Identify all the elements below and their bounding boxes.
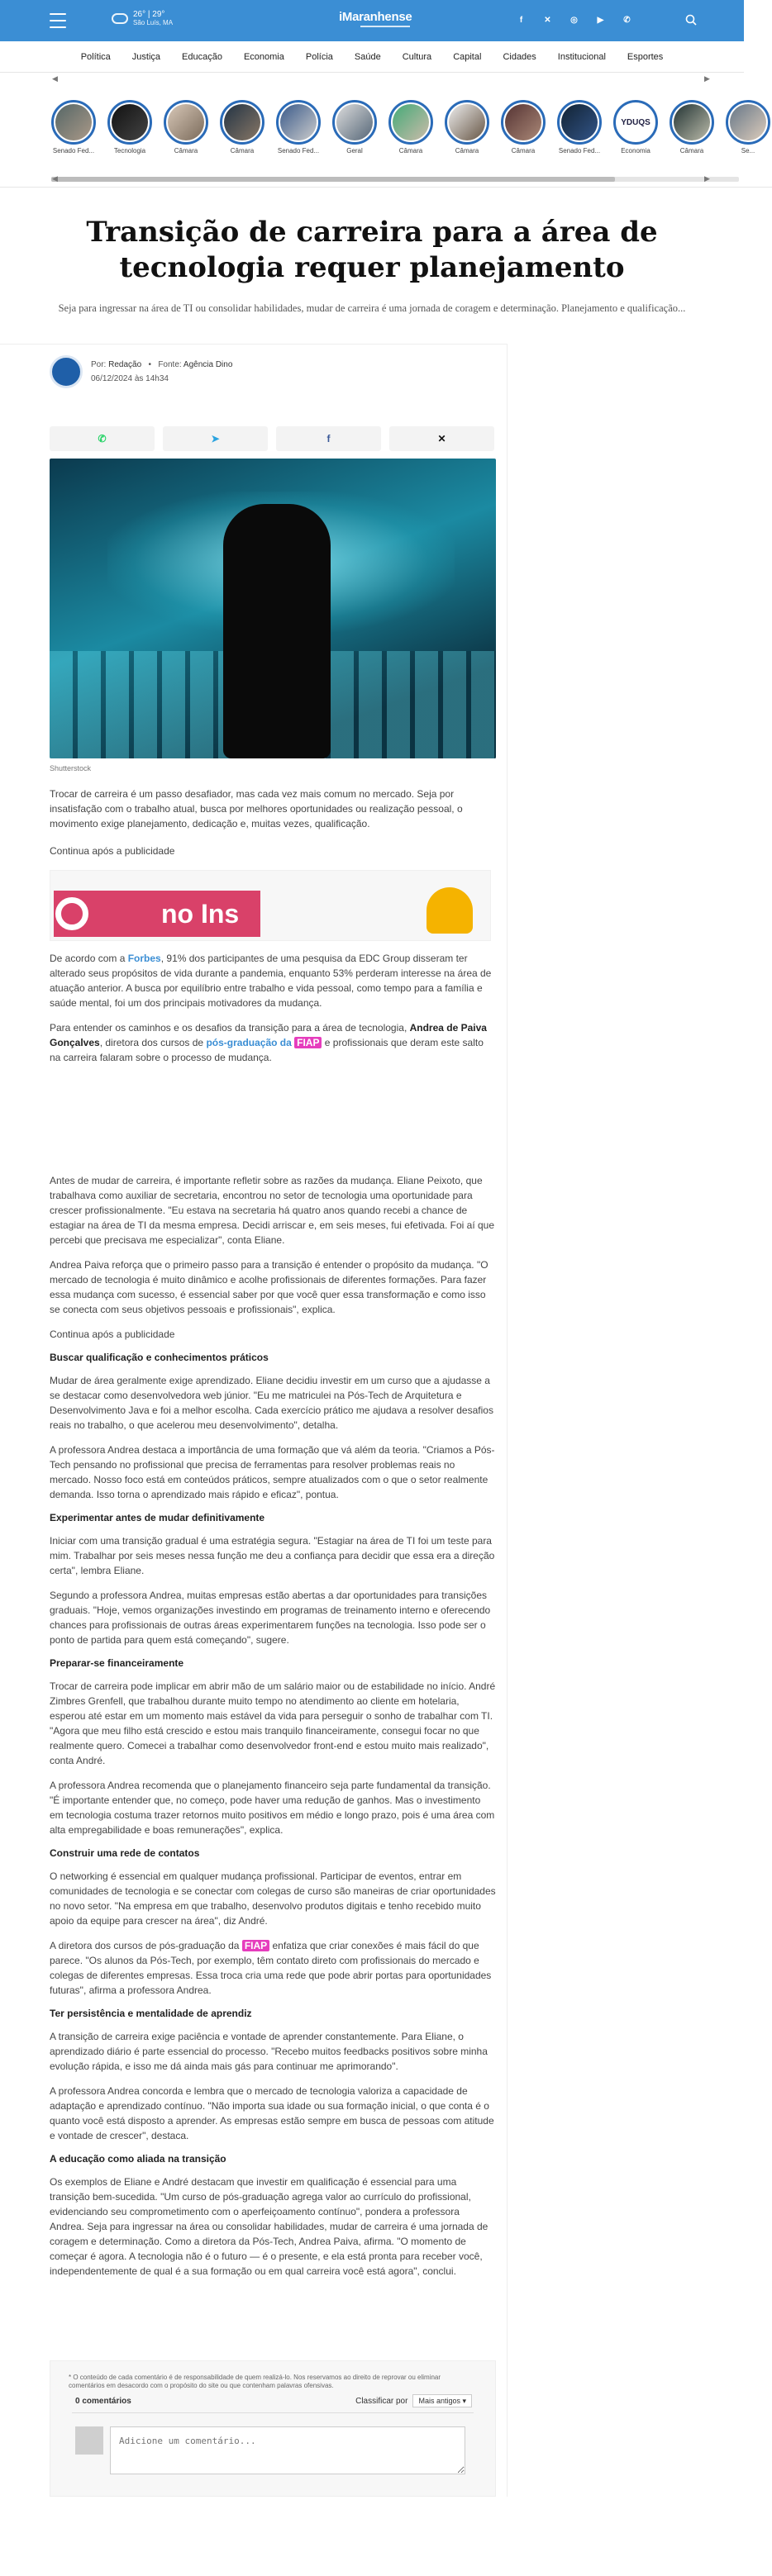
- comments-count: 0 comentários: [75, 2397, 131, 2406]
- fiap-link[interactable]: FIAP: [294, 1037, 322, 1048]
- fiap-link[interactable]: FIAP: [242, 1940, 269, 1951]
- share-bar: [50, 426, 496, 451]
- paragraph: Trocar de carreira é um passo desafiador, mas cada vez mais comum no mercado. Seja por insatisfação com o trabalho atual, busca por melhores oportunidades ou realização pessoal, o movimento exige planejamento, dedicação e, muitas vezes, qualificação.: [50, 788, 463, 829]
- paragraph: A transição de carreira exige paciência e vontade de aprender constantemente. Para Eliane, o aprendizado diário é parte essencial do processo. "Recebo muitos feedbacks positivos sobre minha evolução rápida, e isso me dá ainda mais gás para continuar me aprimorando".: [50, 2031, 488, 2072]
- scroll-left-icon[interactable]: ◀: [52, 174, 58, 183]
- menu-icon[interactable]: [50, 13, 66, 28]
- paragraph: De acordo com a Forbes, 91% dos participantes de uma pesquisa da EDC Group disseram ter alterado seus propósitos de vida durante a pandemia, enquanto 53% perderam interesse na área de atuação anterior. A busca por equilíbrio entre trabalho e vida pessoal, como tempo para a família e saúde mental, foi um dos principais motivadores da mudança.: [50, 953, 492, 1009]
- paragraph: Para entender os caminhos e os desafios da transição para a área de tecnologia, Andrea de Paiva Gonçalves, diretora dos cursos de pós-graduação da FIAP e profissionais que deram este salto na carreira falaram sobre o processo de mudança.: [50, 1022, 487, 1063]
- section-heading: Preparar-se financeiramente: [50, 1657, 184, 1669]
- paragraph: Trocar de carreira pode implicar em abrir mão de um salário maior ou de estabilidade no início. André Zimbres Grenfell, que trabalhou durante muito tempo no atendimento ao cliente em hotelaria, esperou até estar em um momento mais estável da vida para perseguir o sonho de trabalhar com TI. "Agora que meu filho está crescido e estou mais tranquilo financeiramente, consegui focar no que realmente quero. Comecei a trabalhar como desenvolvedor front-end e estou muito mais realizado", conta André.: [50, 1680, 496, 1766]
- bell-icon: [427, 887, 473, 934]
- share-telegram-button[interactable]: [163, 426, 268, 451]
- nav-item-esportes[interactable]: Esportes: [627, 52, 664, 62]
- instagram-icon[interactable]: ◎: [570, 16, 578, 25]
- nav-item-economia[interactable]: Economia: [243, 52, 284, 62]
- nav-item-institucional[interactable]: Institucional: [557, 52, 606, 62]
- paragraph: A professora Andrea concorda e lembra que o mercado de tecnologia valoriza a capacidade de adaptação e aprendizado contínuo. "Não importa sua idade ou sua formação inicial, o que conta é o quanto você está disposto a aprender. As empresas estão sempre em busca de pessoas com atitude e vontade de crescer", destaca.: [50, 2085, 494, 2141]
- sort-select[interactable]: Mais antigos ▾: [412, 2394, 472, 2407]
- comments-section: * O conteúdo de cada comentário é de responsabilidade de quem realizá-lo. Nos reservamos ao direito de reprovar ou eliminar comentários em desacordo com o propósito do site ou que contenham palavras ofensivas. 0 comentários Classificar por Mais antigos ▾ Adicione um comentário...: [50, 2360, 496, 2497]
- nav-item-policia[interactable]: Polícia: [305, 52, 333, 62]
- scroll-left-icon[interactable]: ◀: [52, 74, 58, 83]
- nav-item-cidades[interactable]: Cidades: [503, 52, 536, 62]
- nav-item-politica[interactable]: Política: [80, 52, 111, 62]
- share-whatsapp-button[interactable]: [50, 426, 155, 451]
- comments-notice: * O conteúdo de cada comentário é de responsabilidade de quem realizá-lo. Nos reservamos ao direito de reprovar ou eliminar comentários em desacordo com o propósito do site ou que contenham palavras ofensivas.: [69, 2374, 441, 2389]
- forbes-link[interactable]: Forbes: [127, 953, 161, 964]
- nav-item-saude[interactable]: Saúde: [354, 52, 381, 62]
- author-block: Por: Redação • Fonte: Agência Dino 06/12/2024 às 14h34: [50, 355, 496, 388]
- advertisement[interactable]: no Ins: [50, 870, 491, 941]
- nav-item-educacao[interactable]: Educação: [182, 52, 222, 62]
- paragraph: A diretora dos cursos de pós-graduação da FIAP enfatiza que criar conexões é mais fácil do que parece. "Os alunos da Pós-Tech, por exemplo, têm contato direto com profissionais do mercado e colegas de diferentes empresas. Essa troca cria uma rede que pode abrir portas para oportunidades futuras", afirma a professora Andrea.: [50, 1940, 492, 1996]
- pos-graduacao-link[interactable]: pós-graduação da: [206, 1037, 295, 1048]
- weather-widget: [112, 10, 173, 27]
- facebook-icon[interactable]: f: [519, 16, 523, 25]
- nav-item-cultura[interactable]: Cultura: [402, 52, 432, 62]
- story-item[interactable]: Câmara: [443, 100, 491, 154]
- story-item[interactable]: Câmara: [218, 100, 266, 154]
- scroll-right-icon[interactable]: ▶: [704, 74, 710, 83]
- avatar: [50, 355, 83, 388]
- paragraph: Os exemplos de Eliane e André destacam que investir em qualificação é essencial para uma transição bem-sucedida. "Um curso de pós-graduação agrega valor ao currículo do profissional, evidenciando seu comprometimento com o aperfeiçoamento contínuo", pondera a professora Andrea. Seja para ingressar na área ou consolidar habilidades, mudar de carreira é uma jornada de coragem e determinação. Como a diretora da Pós-Tech, Andrea Paiva, afirma. "O momento de começar é agora. A tecnologia não é o futuro — é o presente, e ela está pronta para receber você, independentemente de qual é a sua formação ou em qual carreira você está agora", conclui.: [50, 2176, 488, 2277]
- article-subtitle: Seja para ingressar na área de TI ou consolidar habilidades, mudar de carreira é uma jornada de coragem e determinação. Planejamento e qualificação...: [58, 302, 686, 314]
- scroll-right-icon[interactable]: ▶: [704, 174, 710, 183]
- article-image-block: [50, 459, 496, 772]
- comment-input[interactable]: [110, 2426, 465, 2474]
- whatsapp-icon: ✆: [98, 433, 107, 444]
- image-credit: Shutterstock: [50, 764, 92, 772]
- stories-scrollbar[interactable]: [51, 177, 739, 182]
- x-icon[interactable]: ✕: [544, 16, 551, 25]
- site-logo[interactable]: iMaranhense: [339, 10, 412, 27]
- commenter-avatar: [75, 2426, 103, 2455]
- share-x-button[interactable]: [389, 426, 494, 451]
- article-body: [50, 1173, 496, 2279]
- yduqs-logo: YDUQS: [617, 104, 654, 140]
- stories-row: [50, 100, 772, 154]
- story-item[interactable]: Se...: [724, 100, 772, 154]
- author-name[interactable]: Redação: [108, 360, 142, 369]
- paragraph: Segundo a professora Andrea, muitas empresas estão abertas a dar oportunidades para transições graduais. "Hoje, vemos organizações investindo em programas de treinamento interno e oferecendo chances para profissionais de outras áreas experimentarem funções na tecnologia. Isso pode ser o ponto de partida para quem está começando", sugere.: [50, 1590, 491, 1646]
- paragraph: O networking é essencial em qualquer mudança profissional. Participar de eventos, entrar em comunidades de tecnologia e se conectar com colegas de curso são maneiras de criar oportunidades no novo setor. "Na empresa em que trabalho, desenvolvo produtos digitais e tenho recebido muito apoio da equipe para crescer na área", diz André.: [50, 1870, 496, 1927]
- paragraph: A professora Andrea recomenda que o planejamento financeiro seja parte fundamental da transição. "É importante entender que, no começo, pode haver uma redução de ganhos. Mas o investimento em tecnologia costuma trazer retornos muito positivos em médio e longo prazo, pois é uma área com alta empregabilidade e boas remunerações", explica.: [50, 1780, 495, 1836]
- nav-item-justica[interactable]: Justiça: [131, 52, 161, 62]
- section-heading: Buscar qualificação e conhecimentos práticos: [50, 1352, 269, 1363]
- paragraph: Iniciar com uma transição gradual é uma estratégia segura. "Estagiar na área de TI foi um teste para mim. Trabalhar por seis meses nessa função me deu a confiança para decidir que essa era a direção certa", lembra Eliane.: [50, 1535, 495, 1576]
- paragraph: A professora Andrea destaca a importância de uma formação que vá além da teoria. "Criamos a Pós-Tech pensando no profissional que precisa de ferramentas para resolver problemas reais no mercado. Nosso foco está em conteúdos práticos, sempre atualizados com o que o setor realmente demanda. Isso torna o aprendizado mais rápido e eficaz", pontua.: [50, 1444, 495, 1500]
- paragraph: Antes de mudar de carreira, é importante refletir sobre as razões da mudança. Eliane Peixoto, que trabalhava como auxiliar de secretaria, encontrou no setor de tecnologia uma oportunidade para crescer profissionalmente. "Eu estava na secretaria há quatro anos quando recebi a chance de estagiar na área de TI da mesma empresa. Decidi arriscar e, em seis meses, fui efetivada. Foi aí que percebi que precisava me especializar", conta Eliane.: [50, 1175, 495, 1246]
- article-image: [50, 459, 496, 758]
- cloud-icon: [112, 13, 128, 24]
- article-body-top: [50, 787, 496, 1065]
- story-item[interactable]: YDUQS Economia: [612, 100, 660, 154]
- story-item[interactable]: Tecnologia: [106, 100, 154, 154]
- story-item[interactable]: Geral: [331, 100, 379, 154]
- x-icon: ✕: [437, 433, 446, 444]
- story-item[interactable]: Senado Fed...: [50, 100, 98, 154]
- weather-temp: 26° | 29°: [133, 10, 165, 19]
- paragraph: Andrea Paiva reforça que o primeiro passo para a transição é entender o propósito da mudança. "O mercado de tecnologia é muito dinâmico e acolhe profissionais de diferentes formações. Para fazer essa mudança com sucesso, é essencial saber por que você quer essa transformação e como isso se conecta com seus objetivos pessoais e profissionais", explica.: [50, 1259, 488, 1315]
- paragraph: Mudar de área geralmente exige aprendizado. Eliane decidiu investir em um curso que a ajudasse a se destacar como desenvolvedora web júnior. "Eu me matriculei na Pós-Tech de Arquitetura e Desenvolvimento Java e foi a melhor escolha. Cada exercício prático me ajudava a resolver desafios reais no trabalho, o que acelerou meu desenvolvimento", detalha.: [50, 1375, 493, 1431]
- section-heading: Construir uma rede de contatos: [50, 1847, 200, 1859]
- story-item[interactable]: Senado Fed...: [274, 100, 322, 154]
- main-nav: [0, 41, 744, 73]
- facebook-icon: f: [326, 433, 331, 444]
- section-heading: Ter persistência e mentalidade de aprendiz: [50, 2008, 252, 2019]
- article-title: Transição de carreira para a área de tecnologia requer planejamento: [86, 216, 658, 284]
- story-item[interactable]: Câmara: [387, 100, 435, 154]
- share-facebook-button[interactable]: [276, 426, 381, 451]
- story-item[interactable]: Câmara: [162, 100, 210, 154]
- ad-label: Continua após a publicidade: [50, 1328, 175, 1340]
- ad-label: Continua após a publicidade: [50, 845, 175, 857]
- story-item[interactable]: Câmara: [668, 100, 716, 154]
- nav-item-capital[interactable]: Capital: [453, 52, 482, 62]
- weather-city: São Luís, MA: [133, 19, 174, 26]
- story-item[interactable]: Senado Fed...: [555, 100, 603, 154]
- social-links: [514, 13, 634, 27]
- publish-date: 06/12/2024 às 14h34: [91, 374, 169, 383]
- article-header: [0, 185, 744, 316]
- youtube-icon[interactable]: ▶: [597, 16, 604, 25]
- section-heading: A educação como aliada na transição: [50, 2153, 226, 2165]
- search-icon[interactable]: [685, 14, 697, 26]
- telegram-icon: ➤: [211, 433, 220, 444]
- section-heading: Experimentar antes de mudar definitivamente: [50, 1512, 265, 1523]
- story-item[interactable]: Câmara: [499, 100, 547, 154]
- whatsapp-icon[interactable]: ✆: [623, 16, 631, 25]
- top-header: [0, 0, 744, 41]
- source-name: Agência Dino: [183, 360, 233, 369]
